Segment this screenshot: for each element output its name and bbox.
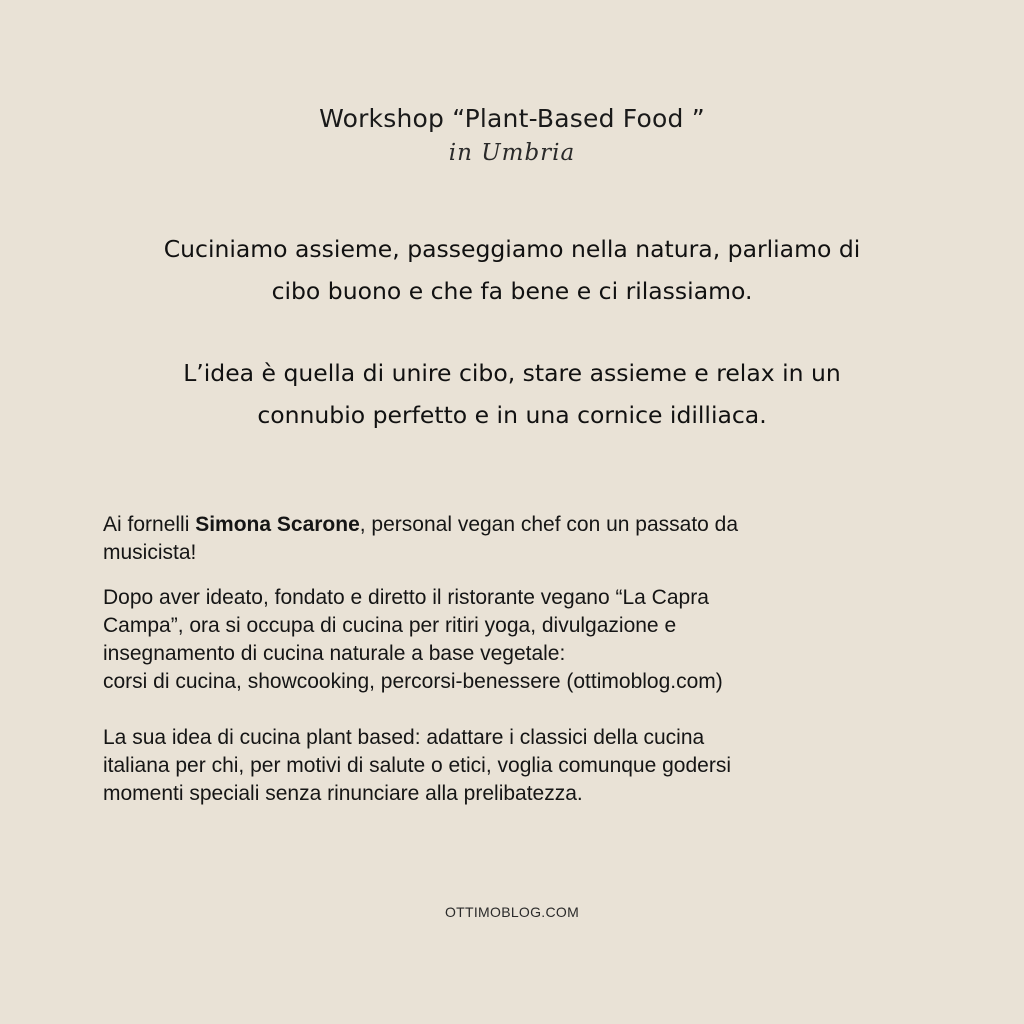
page-title: Workshop “Plant-Based Food ”	[319, 104, 705, 133]
bio-line: musicista!	[103, 541, 197, 564]
bio-paragraph-1	[103, 511, 923, 567]
intro-line: L’idea è quella di unire cibo, stare assieme e relax in un	[183, 359, 841, 387]
bio-paragraph-3	[103, 724, 923, 808]
bio-line	[103, 511, 923, 539]
bio-line: insegnamento di cucina naturale a base vegetale:	[103, 642, 566, 665]
intro-line: connubio perfetto e in una cornice idilliaca.	[257, 401, 767, 429]
intro-paragraph-1	[100, 228, 924, 312]
bio-line: corsi di cucina, showcooking, percorsi-benessere (ottimoblog.com)	[103, 670, 723, 693]
bio-paragraph-2	[103, 584, 923, 696]
bio-prefix: Ai fornelli	[103, 513, 196, 536]
page-subtitle: in Umbria	[448, 140, 576, 166]
bio-line: Campa”, ora si occupa di cucina per ritiri yoga, divulgazione e	[103, 614, 677, 637]
intro-paragraph-2	[100, 352, 924, 436]
bio-line: Dopo aver ideato, fondato e diretto il ristorante vegano “La Capra	[103, 586, 709, 609]
intro-line: Cuciniamo assieme, passeggiamo nella natura, parliamo di	[163, 235, 861, 263]
bio-line: momenti speciali senza rinunciare alla prelibatezza.	[103, 782, 583, 805]
bio-line: La sua idea di cucina plant based: adattare i classici della cucina	[103, 726, 705, 749]
bio-line: italiana per chi, per motivi di salute o etici, voglia comunque godersi	[103, 754, 732, 777]
chef-name: Simona Scarone	[195, 513, 360, 536]
intro-line: cibo buono e che fa bene e ci rilassiamo.	[271, 277, 753, 305]
footer-site: OTTIMOBLOG.COM	[444, 904, 580, 920]
bio-suffix: , personal vegan chef con un passato da	[359, 513, 739, 536]
